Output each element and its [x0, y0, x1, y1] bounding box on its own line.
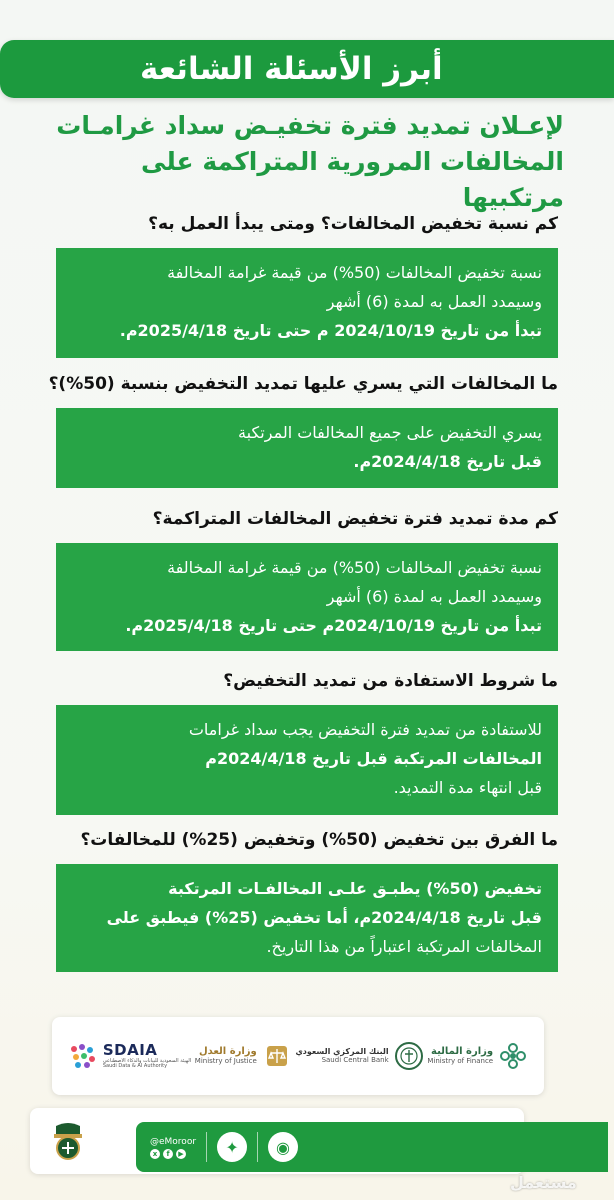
faq-answer-line: وسيمدد العمل به لمدة (6) أشهر — [326, 292, 542, 311]
faq-answer — [56, 864, 558, 972]
faq-answer-line: قبل تاريخ 2024/4/18م. — [353, 452, 542, 471]
faq-answer-line: نسبة تخفيض المخالفات (50%) من قيمة غرامة المخالفة — [167, 263, 542, 282]
faq-answer-line: يسري التخفيض على جميع المخالفات المرتكبة — [238, 423, 542, 442]
faq-item-5 — [56, 828, 558, 972]
social-handle-block — [150, 1135, 196, 1159]
finance-logo — [427, 1041, 528, 1071]
bank-seal-icon — [394, 1041, 424, 1071]
faq-answer-line: نسبة تخفيض المخالفات (50%) من قيمة غرامة المخالفة — [167, 558, 542, 577]
subtitle-line-1: لإعـلان تمديد فترة تخفيـض سداد غرامـات — [56, 111, 564, 140]
faq-answer-line: قبل تاريخ 2024/4/18م، أما تخفيض (25%) فيطبق على — [106, 908, 542, 927]
finance-en: Ministry of Finance — [427, 1056, 494, 1065]
sdaia-name: SDAIA — [102, 1040, 158, 1059]
subtitle-line-2: المخالفات المرورية المتراكمة على مرتكبيها — [141, 147, 564, 212]
faq-question: كم نسبة تخفيض المخالفات؟ ومتى يبدأ العمل به؟ — [148, 214, 558, 234]
faq-answer-line: تبدأ من تاريخ 2024/10/19 م حتى تاريخ 2025/4/18م. — [119, 321, 542, 340]
footer-divider — [257, 1132, 258, 1162]
facebook-icon[interactable]: f — [163, 1149, 173, 1159]
watermark: مستعمل — [510, 1173, 577, 1192]
faq-answer-line: وسيمدد العمل به لمدة (6) أشهر — [326, 587, 542, 606]
youtube-icon[interactable]: ▶ — [176, 1149, 186, 1159]
x-icon[interactable]: x — [150, 1149, 160, 1159]
faq-answer-line: المخالفات المرتكبة قبل تاريخ 2024/4/18م — [205, 749, 542, 768]
faq-item-2 — [48, 372, 558, 488]
traffic-police-emblem-icon — [48, 1120, 88, 1164]
faq-question: ما الفرق بين تخفيض (50%) وتخفيض (25%) للمخالفات؟ — [80, 830, 558, 850]
sdaia-en: Saudi Data & AI Authority — [102, 1062, 168, 1069]
sdaia-ar: الهيئة السعودية للبيانات والذكاء الاصطناعي — [102, 1057, 192, 1064]
faq-item-4 — [56, 669, 558, 815]
faq-question: كم مدة تمديد فترة تخفيض المخالفات المتراكمة؟ — [152, 509, 558, 529]
saudi-emblem-icon: ✦ — [217, 1132, 247, 1162]
justice-emblem-icon — [262, 1041, 292, 1071]
social-icons — [150, 1149, 196, 1159]
finance-ar: وزارة المالية — [431, 1046, 494, 1058]
sdaia-dots-icon — [68, 1041, 98, 1071]
bank-ar: البنك المركزي السعودي — [295, 1047, 389, 1057]
header-banner — [0, 40, 614, 98]
faq-item-3 — [56, 507, 558, 651]
faq-answer-line: قبل انتهاء مدة التمديد. — [393, 778, 542, 797]
faq-answer — [56, 408, 558, 488]
central-bank-logo — [295, 1041, 423, 1071]
footer-bar — [136, 1122, 608, 1172]
faq-answer — [56, 543, 558, 651]
justice-logo — [195, 1041, 292, 1071]
finance-star-icon — [498, 1041, 528, 1071]
faq-item-1 — [56, 212, 558, 358]
faq-answer-line: تبدأ من تاريخ 2024/10/19م حتى تاريخ 2025/4/18م. — [125, 616, 542, 635]
faq-answer — [56, 248, 558, 358]
sdaia-logo — [68, 1041, 191, 1071]
justice-en: Ministry of Justice — [194, 1056, 257, 1065]
social-handle[interactable]: @eMoroor — [150, 1137, 197, 1147]
bank-en: Saudi Central Bank — [321, 1055, 389, 1064]
faq-answer-line: المخالفات المرتكبة اعتباراً من هذا التاريخ. — [266, 937, 542, 956]
faq-answer — [56, 705, 558, 815]
justice-ar: وزارة العدل — [198, 1046, 257, 1058]
page-subtitle — [44, 108, 564, 216]
faq-answer-line: للاستفادة من تمديد فترة التخفيض يجب سداد غرامات — [188, 720, 542, 739]
partner-logos — [52, 1017, 544, 1095]
faq-question: ما المخالفات التي يسري عليها تمديد التخفيض بنسبة (50%)؟ — [48, 374, 558, 394]
faq-answer-line: تخفيض (50%) يطبـق علـى المخالفـات المرتكبة — [168, 879, 542, 898]
page-title: أبرز الأسئلة الشائعة — [140, 50, 443, 87]
footer-divider — [206, 1132, 207, 1162]
faq-question: ما شروط الاستفادة من تمديد التخفيض؟ — [223, 671, 558, 691]
interior-ministry-icon: ◉ — [268, 1132, 298, 1162]
